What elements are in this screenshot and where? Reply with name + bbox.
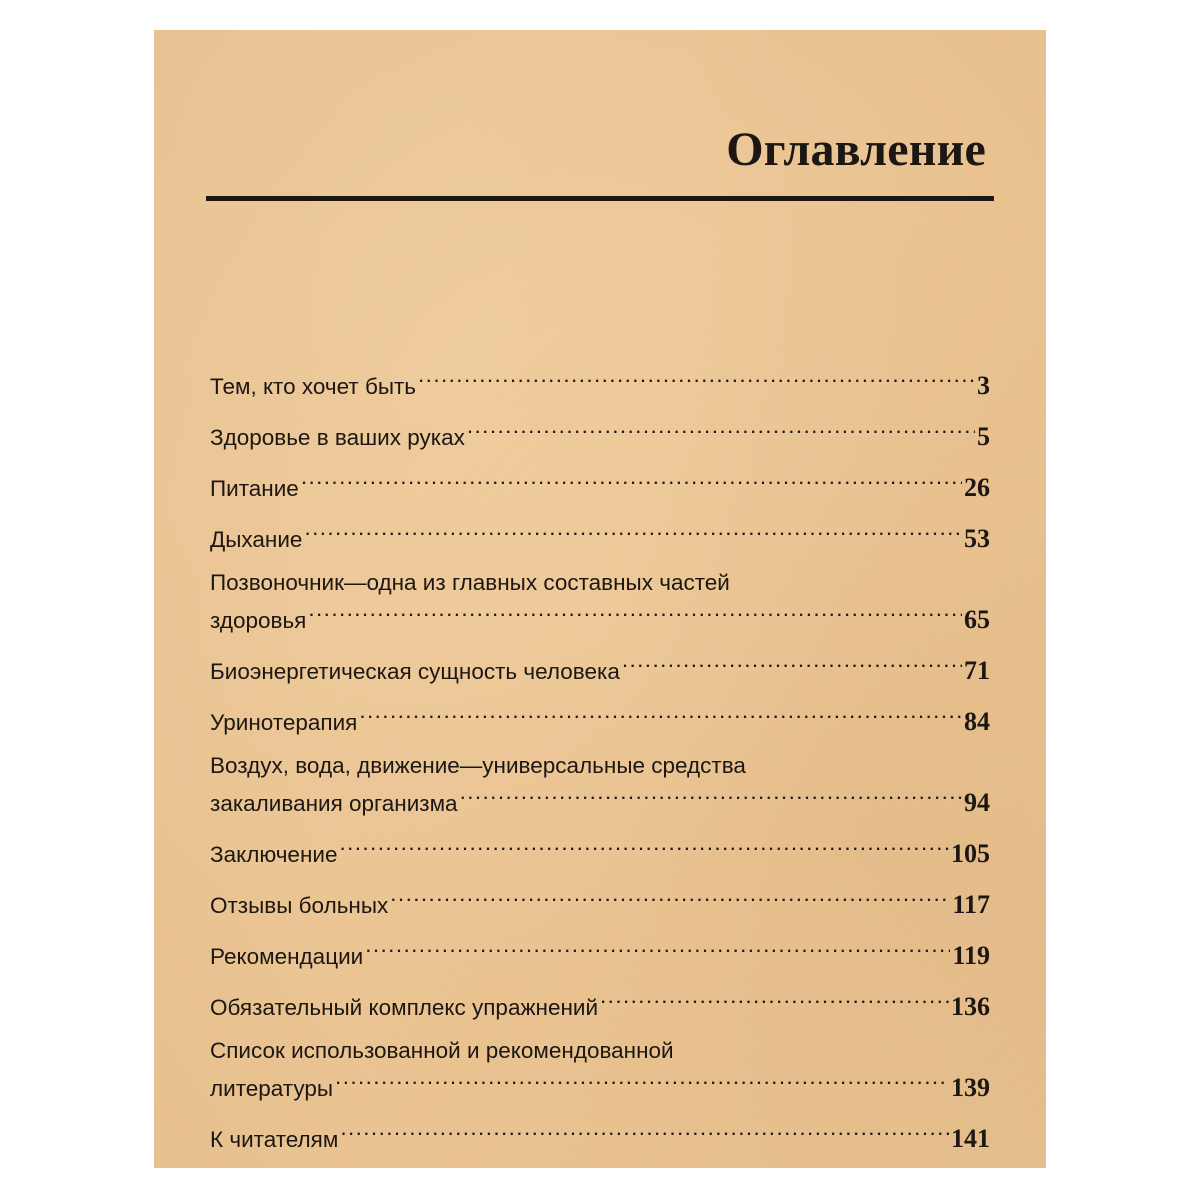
- dot-leader: [340, 1117, 949, 1147]
- toc-entry-title: Воздух, вода, движение—универсальные средства: [210, 753, 746, 778]
- dot-leader: [600, 985, 949, 1015]
- toc-entry-title-continued: здоровья: [210, 608, 307, 633]
- toc-entry: [210, 568, 990, 636]
- toc-entry-page: 53: [964, 524, 990, 553]
- toc-entry-page: 139: [951, 1073, 990, 1102]
- toc-entry: [210, 832, 990, 870]
- toc-entry-title-continued: литературы: [210, 1076, 334, 1101]
- toc-entry-title: Тем, кто хочет быть: [210, 374, 417, 399]
- toc-entry: [210, 415, 990, 453]
- toc-entry-page: 119: [952, 941, 990, 970]
- toc-entry: [210, 1036, 990, 1104]
- toc-entry-title: Уринотерапия: [210, 710, 358, 735]
- dot-leader: [301, 466, 962, 496]
- page-title: Оглавление: [726, 123, 986, 176]
- toc-entry: [210, 517, 990, 555]
- dot-leader: [304, 517, 962, 547]
- toc-entry-page: 71: [964, 656, 990, 685]
- toc-entry-page: 3: [977, 371, 990, 400]
- toc-entry: [210, 364, 990, 402]
- toc-entry-title: Обязательный комплекс упражнений: [210, 995, 599, 1020]
- toc-entry: [210, 700, 990, 738]
- toc-entry: [210, 934, 990, 972]
- toc-entry-page: 141: [951, 1124, 990, 1153]
- book-page: [154, 30, 1046, 1168]
- toc-entry-title: Биоэнергетическая сущность человека: [210, 659, 620, 684]
- dot-leader: [365, 934, 950, 964]
- toc-entry: [210, 883, 990, 921]
- toc-entry: [210, 1117, 990, 1155]
- toc-entry: [210, 649, 990, 687]
- table-of-contents: [210, 364, 990, 1168]
- dot-leader: [460, 781, 962, 811]
- toc-entry-page: 84: [964, 707, 990, 736]
- toc-entry: [210, 466, 990, 504]
- dot-leader: [467, 415, 975, 445]
- toc-entry-title: К читателям: [210, 1127, 339, 1152]
- dot-leader: [335, 1066, 949, 1096]
- toc-entry-title: Отзывы больных: [210, 893, 389, 918]
- toc-entry-title: Питание: [210, 476, 299, 501]
- toc-entry-title: Дыхание: [210, 527, 303, 552]
- dot-leader: [308, 598, 962, 628]
- toc-entry-title: Здоровье в ваших руках: [210, 425, 465, 450]
- dot-leader: [390, 883, 950, 913]
- toc-entry-title: Заключение: [210, 842, 338, 867]
- toc-entry-title: Список использованной и рекомендованной: [210, 1038, 674, 1063]
- toc-entry-page: 105: [951, 839, 990, 868]
- title-rule: [206, 196, 994, 201]
- toc-entry-page: 26: [964, 473, 990, 502]
- toc-entry-page: 65: [964, 605, 990, 634]
- dot-leader: [418, 364, 975, 394]
- toc-entry-page: 117: [952, 890, 990, 919]
- toc-entry-title: Позвоночник—одна из главных составных частей: [210, 570, 730, 595]
- dot-leader: [359, 700, 962, 730]
- toc-entry-page: 5: [977, 422, 990, 451]
- dot-leader: [339, 832, 949, 862]
- toc-entry: [210, 751, 990, 819]
- toc-entry: [210, 985, 990, 1023]
- toc-entry-title-continued: закаливания организма: [210, 791, 458, 816]
- toc-entry-page: 136: [951, 992, 990, 1021]
- dot-leader: [622, 649, 962, 679]
- toc-entry-title: Рекомендации: [210, 944, 364, 969]
- toc-entry-page: 94: [964, 788, 990, 817]
